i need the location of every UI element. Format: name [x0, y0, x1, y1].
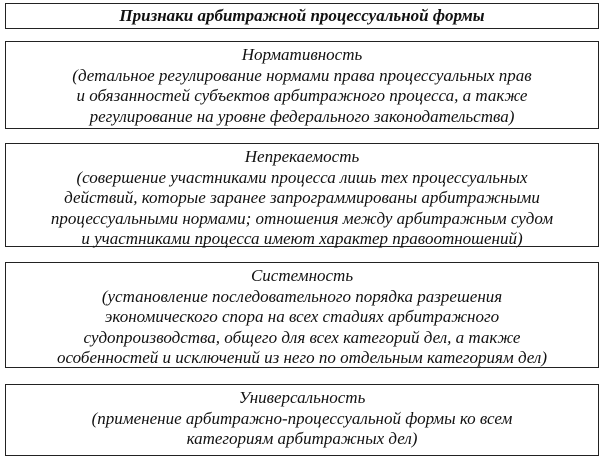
- feature-box-indisputability: [5, 143, 599, 247]
- feature-desc-line: (установление последовательного порядка разрешения: [101, 286, 503, 306]
- diagram-title-box: [5, 3, 599, 29]
- feature-box-universality: [5, 384, 599, 456]
- feature-desc-line: и участниками процесса имеют характер правоотношений): [81, 229, 523, 248]
- feature-desc-line: (детальное регулирование нормами права процессуальных прав: [72, 65, 532, 85]
- diagram-title: Признаки арбитражной процессуальной формы: [119, 6, 485, 25]
- feature-desc-line: категориям арбитражных дел): [186, 429, 418, 448]
- feature-box-normativity: [5, 41, 599, 129]
- feature-desc-line: особенностей и исключений из него по отдельным категориям дел): [57, 348, 547, 367]
- feature-heading: Непрекаемость: [244, 147, 360, 166]
- feature-desc-line: судопроизводства, общего для всех категорий дел, а также: [83, 327, 521, 347]
- feature-heading: Нормативность: [241, 45, 363, 64]
- feature-box-systematicity: [5, 262, 599, 368]
- feature-desc-line: (совершение участниками процесса лишь тех процессуальных: [76, 167, 528, 187]
- feature-desc-line: действий, которые заранее запрограммированы арбитражными: [64, 188, 540, 207]
- feature-desc-line: регулирование на уровне федерального законодательства): [89, 106, 515, 126]
- feature-desc-line: экономического спора на всех стадиях арбитражного: [104, 307, 500, 326]
- feature-heading: Системность: [250, 266, 354, 285]
- feature-desc-line: (применение арбитражно-процессуальной формы ко всем: [91, 408, 513, 428]
- feature-desc-line: процессуальными нормами; отношения между арбитражным судом: [50, 208, 554, 228]
- feature-heading: Универсальность: [238, 388, 366, 407]
- feature-desc-line: и обязанностей субъектов арбитражного процесса, а также: [76, 86, 528, 105]
